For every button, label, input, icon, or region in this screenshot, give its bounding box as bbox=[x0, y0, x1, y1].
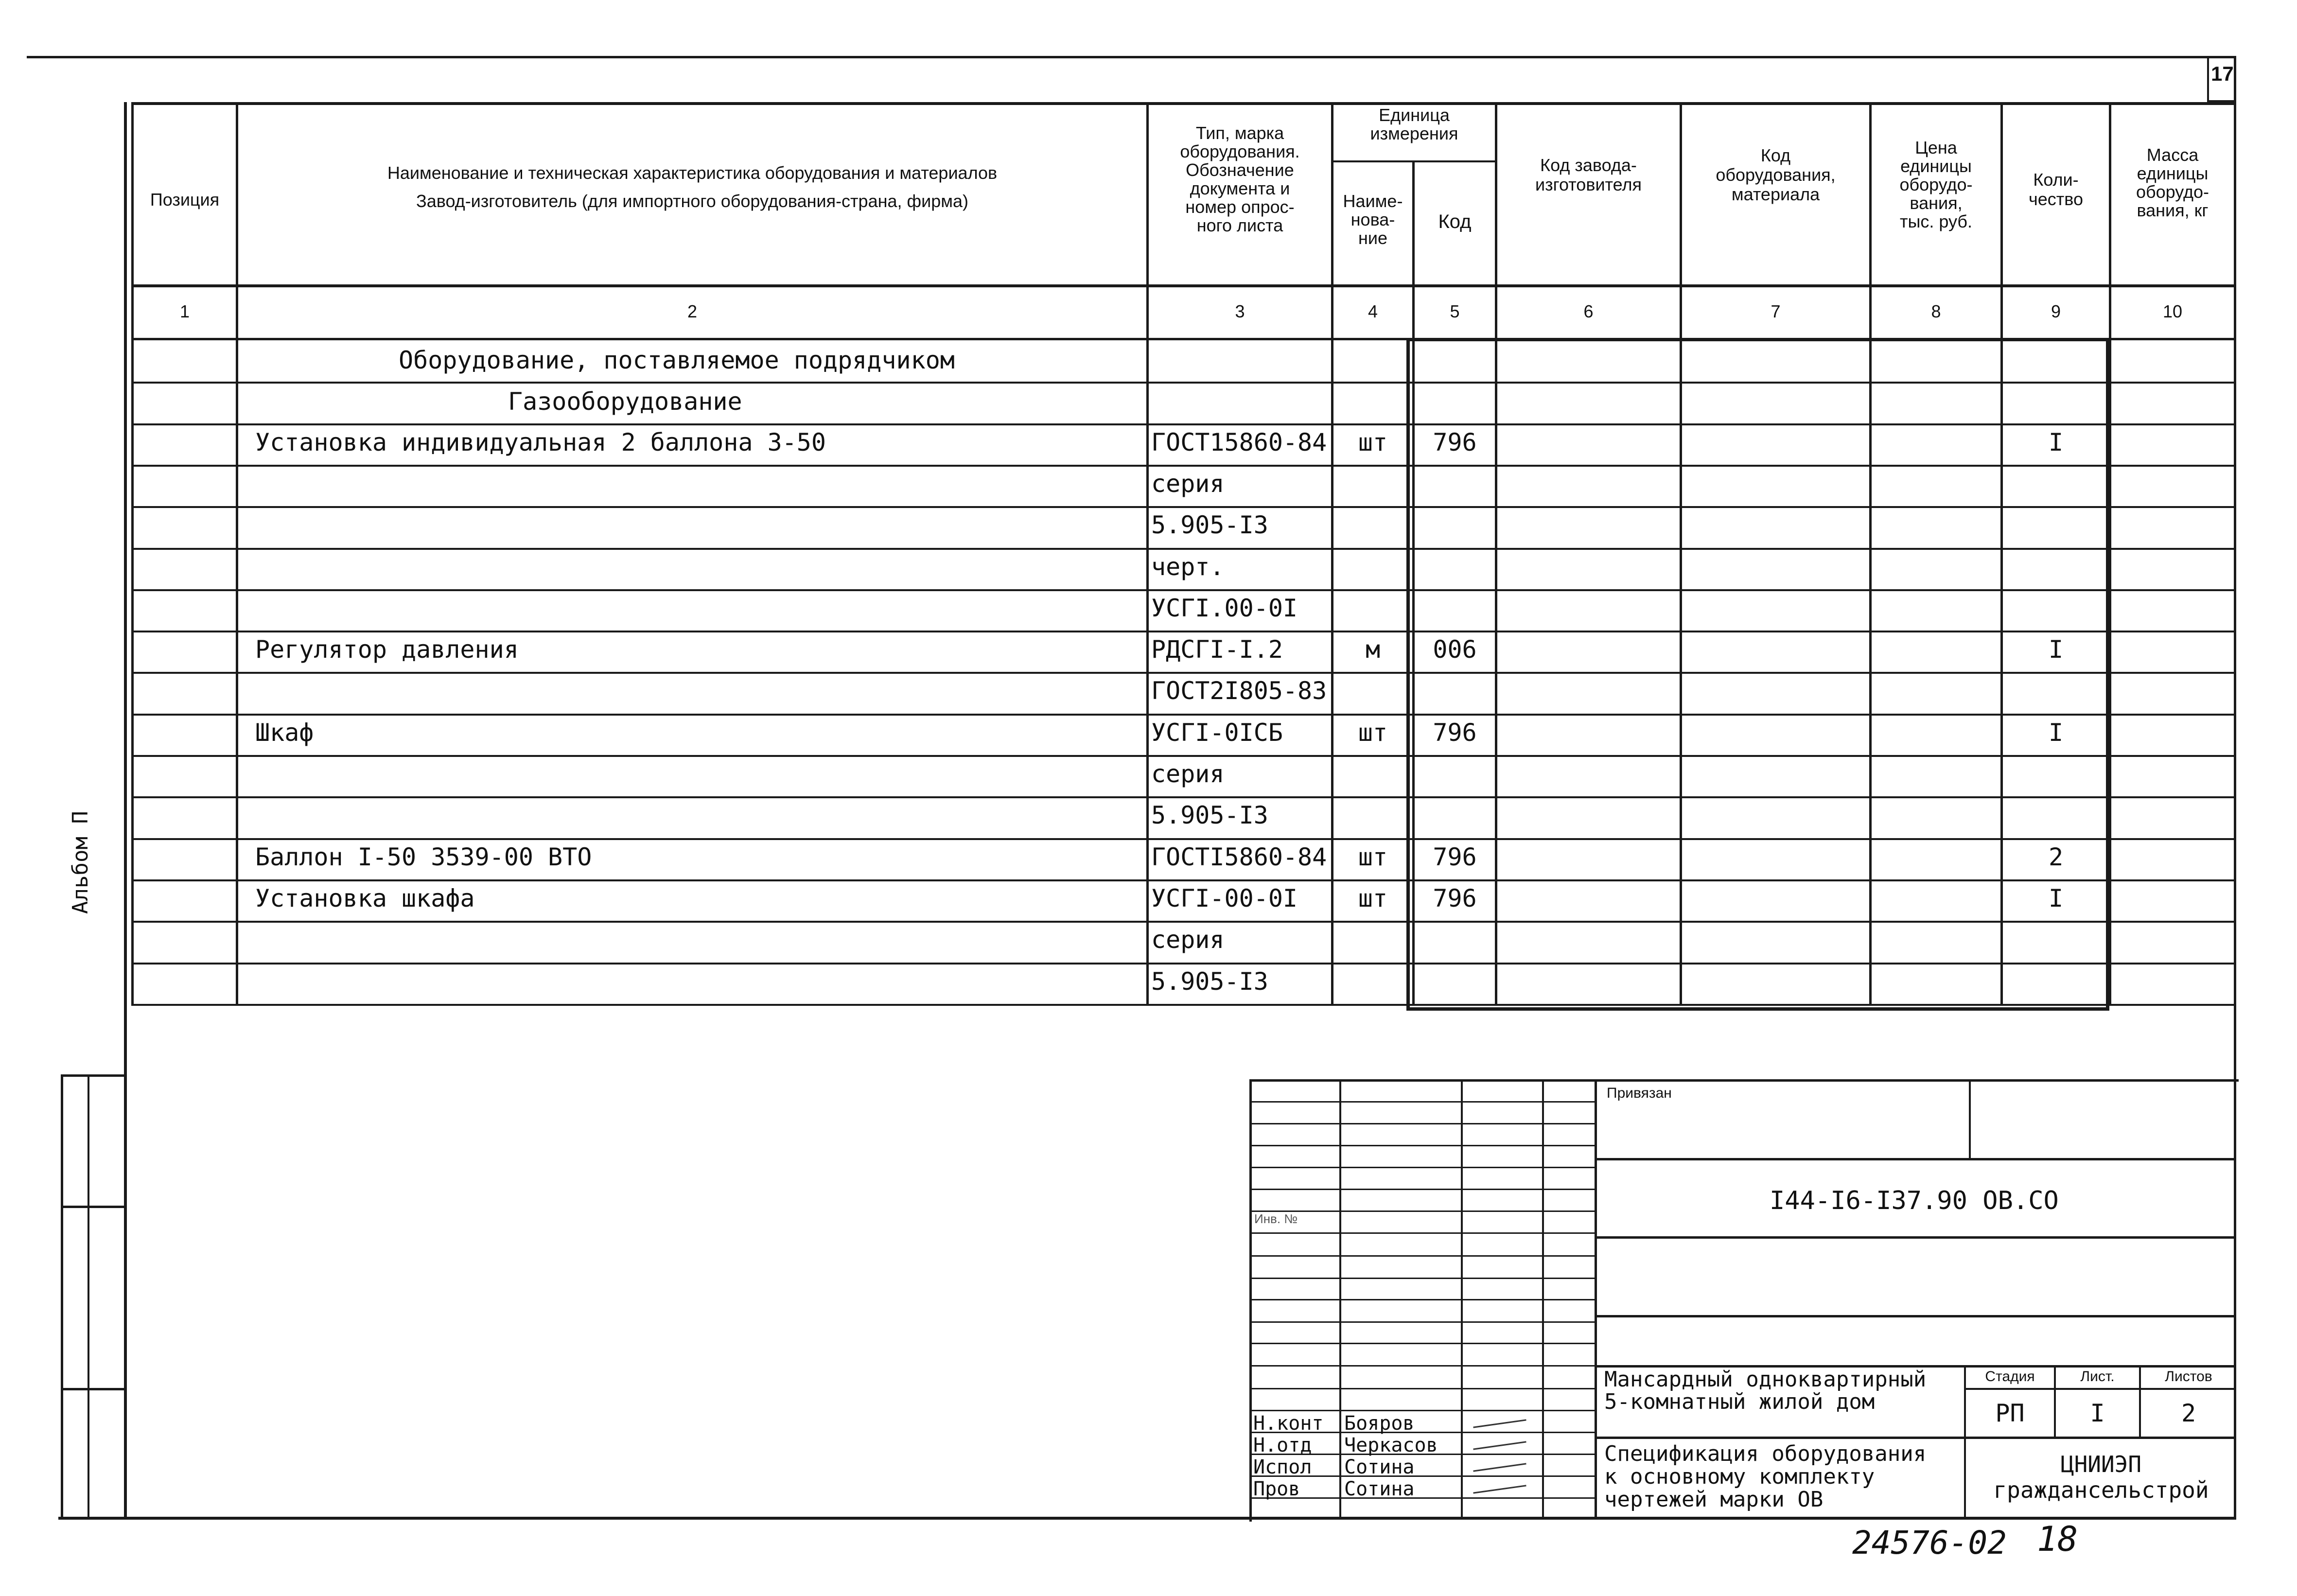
footer-page: 18 bbox=[2037, 1519, 2078, 1559]
header-unit-line: Единица bbox=[1379, 105, 1450, 125]
stamp-line bbox=[1249, 1145, 1595, 1146]
row-unit: шт bbox=[1358, 843, 1388, 871]
header-name-line2: Завод-изготовитель (для импортного оборудования-страна, фирма) bbox=[416, 191, 969, 211]
row-type: 5.905-I3 bbox=[1151, 801, 1268, 829]
row-type: серия bbox=[1151, 470, 1225, 498]
table-line bbox=[131, 589, 2236, 591]
stamp-line bbox=[1249, 1123, 1595, 1124]
stamp-sheet-label: Лист. bbox=[2080, 1368, 2115, 1385]
header-type-line: документа и bbox=[1190, 178, 1290, 198]
col-number: 2 bbox=[687, 301, 698, 321]
stamp-line bbox=[1595, 1158, 2236, 1160]
stamp-line bbox=[1249, 1497, 1595, 1499]
header-name-line1: Наименование и техническая характеристика оборудования и материалов bbox=[387, 163, 998, 183]
row-code: 796 bbox=[1433, 428, 1477, 456]
header-quantity-line: Коли- bbox=[2033, 170, 2079, 190]
row-unit: шт bbox=[1358, 719, 1388, 747]
table-line bbox=[1331, 160, 1497, 162]
table-line bbox=[131, 963, 2236, 965]
stamp-linked-label: Привязан bbox=[1607, 1085, 1672, 1101]
header-unit-name-line: ние bbox=[1358, 228, 1387, 248]
table-line bbox=[131, 423, 2236, 425]
table-line bbox=[236, 102, 238, 1004]
footer-number: 24576-02 bbox=[1852, 1524, 2007, 1561]
stamp-project-line1: Мансардный одноквартирный bbox=[1604, 1367, 1927, 1392]
stamp-role: Пров bbox=[1253, 1478, 1300, 1500]
row-name: Установка шкафа bbox=[255, 884, 475, 912]
stamp-line bbox=[1969, 1079, 1971, 1159]
stamp-stage-label: Стадия bbox=[1985, 1368, 2035, 1385]
table-line bbox=[131, 1004, 2236, 1006]
stamp-line bbox=[1249, 1255, 1595, 1257]
row-code: 796 bbox=[1433, 884, 1477, 912]
row-unit: м bbox=[1365, 635, 1381, 664]
header-price-line: единицы bbox=[1900, 156, 1972, 176]
side-block-border bbox=[88, 1074, 89, 1519]
table-line bbox=[131, 672, 2236, 674]
header-type-line: Обозначение bbox=[1186, 160, 1294, 180]
table-line bbox=[131, 465, 2236, 467]
side-block-border bbox=[61, 1074, 63, 1519]
table-line bbox=[131, 921, 2236, 923]
header-factory-code bbox=[1497, 156, 1680, 194]
side-block-border bbox=[61, 1388, 126, 1390]
col-number: 1 bbox=[179, 301, 190, 321]
row-type: ГОСТ15860-84 bbox=[1151, 428, 1327, 456]
row-name: Баллон I-50 3539-00 ВТО bbox=[255, 843, 592, 871]
stamp-org-line1: ЦНИИЭП bbox=[2060, 1451, 2142, 1477]
table-line bbox=[131, 382, 2236, 384]
stamp-line bbox=[1595, 1437, 2236, 1439]
stamp-line bbox=[1249, 1167, 1595, 1168]
section-title-gas: Газооборудование bbox=[508, 387, 742, 416]
stamp-inv-label: Инв. № bbox=[1254, 1211, 1298, 1226]
side-block-border bbox=[61, 1074, 126, 1077]
row-code: 796 bbox=[1433, 719, 1477, 747]
row-type: серия bbox=[1151, 926, 1225, 954]
table-line bbox=[131, 838, 2236, 840]
table-line bbox=[131, 102, 2236, 105]
header-mass-line: оборудо- bbox=[2136, 182, 2209, 202]
stamp-line bbox=[1249, 1343, 1595, 1344]
header-price-line: вания, bbox=[1910, 193, 1963, 213]
row-type: УСГI-00-0I bbox=[1151, 884, 1298, 912]
stamp-stage: РП bbox=[1995, 1399, 2025, 1427]
stamp-line bbox=[1249, 1210, 1595, 1212]
row-qty: I bbox=[2048, 635, 2064, 664]
stamp-role: Испол bbox=[1253, 1456, 1312, 1478]
header-material-code bbox=[1682, 146, 1869, 204]
section-title-supplier: Оборудование, поставляемое подрядчиком bbox=[399, 346, 955, 374]
col-number: 10 bbox=[2162, 301, 2183, 321]
col-number: 5 bbox=[1450, 301, 1460, 321]
frame-top bbox=[27, 56, 2236, 58]
row-code: 796 bbox=[1433, 843, 1477, 871]
stamp-line bbox=[1249, 1101, 1595, 1103]
header-material-code-line: Код bbox=[1760, 145, 1791, 165]
header-material-code-line: оборудования, bbox=[1716, 165, 1836, 185]
row-type: 5.905-I3 bbox=[1151, 967, 1268, 996]
row-name: Установка индивидуальная 2 баллона 3-50 bbox=[255, 428, 826, 456]
header-material-code-line: материала bbox=[1731, 184, 1820, 204]
header-unit-name bbox=[1333, 192, 1412, 247]
header-quantity bbox=[2003, 170, 2109, 209]
side-album-label: Альбом П bbox=[68, 811, 93, 914]
table-line bbox=[131, 506, 2236, 508]
header-unit-group bbox=[1333, 106, 1495, 143]
header-position: Позиция bbox=[150, 190, 220, 210]
stamp-project-line2: 5-комнатный жилой дом bbox=[1604, 1389, 1875, 1414]
stamp-sheet: I bbox=[2090, 1399, 2105, 1427]
col-number: 3 bbox=[1235, 301, 1245, 321]
frame-left bbox=[124, 102, 127, 1519]
stamp-line bbox=[1595, 1315, 2236, 1317]
stamp-line bbox=[1249, 1189, 1595, 1190]
table-line bbox=[131, 102, 134, 1004]
header-type-line: ного листа bbox=[1196, 215, 1283, 235]
header-type-line: оборудования. bbox=[1180, 141, 1300, 161]
stamp-line bbox=[1249, 1321, 1595, 1323]
table-line bbox=[131, 714, 2236, 716]
col-number: 9 bbox=[2051, 301, 2061, 321]
row-code: 006 bbox=[1433, 635, 1477, 664]
table-line bbox=[131, 755, 2236, 757]
table-line bbox=[1146, 102, 1149, 1004]
header-price-line: оборудо- bbox=[1899, 175, 1973, 194]
header-type-line: номер опрос- bbox=[1185, 197, 1295, 217]
row-name: Регулятор давления bbox=[255, 635, 519, 664]
header-factory-code-line: Код завода- bbox=[1540, 155, 1637, 175]
table-line bbox=[131, 879, 2236, 881]
stamp-title-line2: к основному комплекту bbox=[1604, 1464, 1875, 1489]
header-mass-line: Масса bbox=[2146, 145, 2199, 165]
header-mass bbox=[2111, 146, 2234, 220]
header-mass-line: вания, кг bbox=[2137, 200, 2209, 220]
header-price bbox=[1872, 139, 2000, 231]
stamp-line bbox=[1249, 1232, 1595, 1234]
table-line bbox=[131, 284, 2236, 287]
row-name: Шкаф bbox=[255, 719, 314, 747]
header-type bbox=[1149, 124, 1331, 235]
table-line bbox=[131, 338, 2236, 340]
col-number: 7 bbox=[1771, 301, 1781, 321]
row-type: серия bbox=[1151, 760, 1225, 788]
row-unit: шт bbox=[1358, 884, 1388, 912]
table-line bbox=[131, 796, 2236, 798]
row-qty: I bbox=[2048, 719, 2064, 747]
row-unit: шт bbox=[1358, 428, 1388, 456]
stamp-person-name: Бояров bbox=[1344, 1412, 1415, 1435]
stamp-line bbox=[1249, 1365, 1595, 1367]
row-type: УСГI-0IСБ bbox=[1151, 719, 1283, 747]
col-number: 4 bbox=[1368, 301, 1378, 321]
stamp-title-line1: Спецификация оборудования bbox=[1604, 1441, 1927, 1466]
row-qty: I bbox=[2048, 428, 2064, 456]
col-number: 6 bbox=[1583, 301, 1594, 321]
stamp-person-name: Черкасов bbox=[1344, 1434, 1438, 1456]
table-line bbox=[2234, 102, 2236, 1004]
row-type: ГОСТ2I805-83 bbox=[1151, 677, 1327, 705]
stamp-line bbox=[1964, 1388, 2236, 1390]
row-type: УСГI.00-0I bbox=[1151, 594, 1298, 622]
col-number: 8 bbox=[1931, 301, 1941, 321]
stamp-role: Н.отд bbox=[1253, 1434, 1312, 1456]
row-type: 5.905-I3 bbox=[1151, 511, 1268, 539]
row-type: ГОСТI5860-84 bbox=[1151, 843, 1327, 871]
stamp-line bbox=[1595, 1236, 2236, 1239]
header-mass-line: единицы bbox=[2137, 163, 2209, 183]
row-type: РДСГI-I.2 bbox=[1151, 635, 1283, 664]
stamp-person-name: Сотина bbox=[1344, 1456, 1415, 1478]
header-quantity-line: чество bbox=[2028, 189, 2083, 209]
stamp-line bbox=[1249, 1278, 1595, 1279]
header-unit-line: измерения bbox=[1370, 123, 1458, 143]
stamp-sheets-label: Листов bbox=[2165, 1368, 2212, 1385]
header-factory-code-line: изготовителя bbox=[1535, 175, 1642, 194]
stamp-line bbox=[1595, 1079, 1597, 1519]
header-unit-name-line: Наиме- bbox=[1343, 191, 1403, 211]
header-unit-name-line: нова- bbox=[1350, 210, 1395, 229]
row-type: черт. bbox=[1151, 553, 1225, 581]
header-type-line: Тип, марка bbox=[1195, 123, 1284, 143]
header-price-line: тыс. руб. bbox=[1899, 211, 1972, 231]
stamp-person-name: Сотина bbox=[1344, 1478, 1415, 1500]
header-price-line: Цена bbox=[1915, 138, 1957, 158]
table-line bbox=[131, 548, 2236, 550]
stamp-line bbox=[1249, 1410, 1595, 1411]
side-block-border bbox=[61, 1206, 126, 1208]
stamp-doc-code: I44-I6-I37.90 ОВ.СО bbox=[1770, 1186, 2059, 1215]
row-qty: 2 bbox=[2048, 843, 2064, 871]
stamp-org-line2: граждансельстрой bbox=[1993, 1477, 2209, 1503]
table-line bbox=[131, 631, 2236, 632]
stamp-sheets: 2 bbox=[2181, 1399, 2196, 1427]
sheet-number-box-left bbox=[2207, 56, 2209, 102]
stamp-role: Н.конт bbox=[1253, 1412, 1324, 1435]
stamp-line bbox=[1249, 1299, 1595, 1300]
row-qty: I bbox=[2048, 884, 2064, 912]
header-unit-code: Код bbox=[1438, 211, 1472, 232]
stamp-line bbox=[1249, 1388, 1595, 1389]
stamp-title-line3: чертежей марки ОВ bbox=[1604, 1487, 1824, 1512]
sheet-number: 17 bbox=[2211, 62, 2234, 85]
